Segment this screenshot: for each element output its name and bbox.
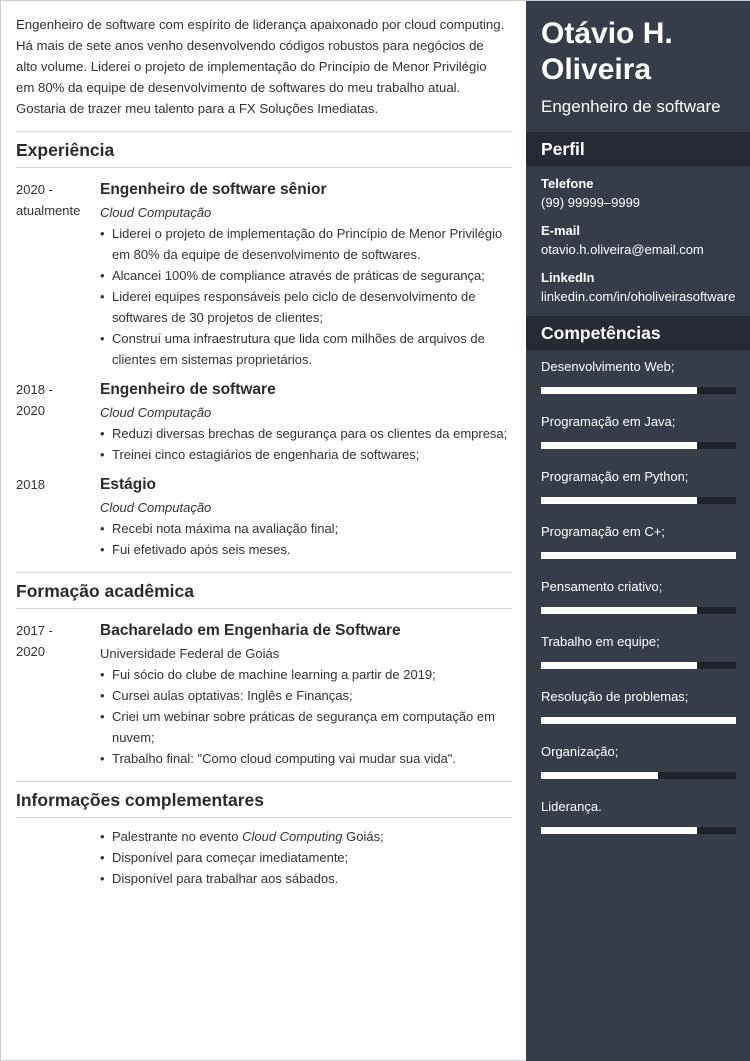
skill-item <box>541 579 736 614</box>
bullet-list <box>100 423 512 465</box>
skill-level-fill <box>541 442 697 449</box>
skill-item <box>541 524 736 559</box>
school-name: Universidade Federal de Goiás <box>100 646 280 661</box>
bullet-list <box>100 826 512 889</box>
bullet-item: • Criei um webinar sobre práticas de segurança em computação em nuvem; <box>100 706 512 748</box>
bullet-text: Goiás; <box>342 829 384 844</box>
date-end: 2020 <box>16 403 45 418</box>
skill-name: Resolução de problemas; <box>541 689 689 704</box>
experience-entry <box>16 179 512 370</box>
date-start: 2017 - <box>16 623 53 638</box>
company-name: Cloud Computação <box>100 500 212 515</box>
entry-date <box>16 474 100 560</box>
skill-level-bar <box>541 607 736 614</box>
skill-level-fill <box>541 827 697 834</box>
skill-name: Pensamento criativo; <box>541 579 663 594</box>
education-entry <box>16 620 512 769</box>
candidate-name <box>526 1 750 88</box>
candidate-role: Engenheiro de software <box>541 97 721 116</box>
skill-level-bar <box>541 717 736 724</box>
skill-level-fill <box>541 662 697 669</box>
education-title: Formação acadêmica <box>16 581 195 601</box>
experience-entry <box>16 474 512 560</box>
company-name: Cloud Computação <box>100 205 212 220</box>
skill-name: Programação em Python; <box>541 469 689 484</box>
date-end: 2020 <box>16 644 45 659</box>
skill-item <box>541 414 736 449</box>
bullet-item: • Alcancei 100% de compliance através de práticas de segurança; <box>100 265 512 286</box>
name-line: Otávio H. <box>541 17 673 50</box>
skill-level-bar <box>541 552 736 559</box>
skill-name: Organização; <box>541 744 619 759</box>
bullet-item: • Construí uma infraestrutura que lida com milhões de arquivos de clientes em sistemas proprietários. <box>100 328 512 370</box>
event-name: Cloud Computing <box>242 829 343 844</box>
skill-name: Programação em Java; <box>541 414 676 429</box>
skill-item <box>541 634 736 669</box>
entry-date <box>16 620 100 769</box>
summary-text: Engenheiro de software com espírito de liderança apaixonado por cloud computing. Há mais de sete anos venho desenvolvendo códigos robustos para negócios de alto volume. Liderei o projeto de implementação do Princípio de Menor Privilégio em 80% da equipe de desenvolvimento de softwares do meu trabalho atual. Gostaria de trazer meu talento para a FX Soluções Imediatas. <box>16 17 505 116</box>
skill-level-bar <box>541 497 736 504</box>
skill-item <box>541 744 736 779</box>
bullet-item: • Recebi nota máxima na avaliação final; <box>100 518 512 539</box>
skill-level-bar <box>541 442 736 449</box>
skill-level-fill <box>541 607 697 614</box>
email-label: E-mail <box>541 223 581 238</box>
bullet-item: • Trabalho final: "Como cloud computing vai mudar sua vida". <box>100 748 512 769</box>
bullet-item: • Fui efetivado após seis meses. <box>100 539 512 560</box>
divider <box>16 817 512 818</box>
divider <box>16 608 512 609</box>
skill-item <box>541 469 736 504</box>
date-start: 2018 <box>16 477 45 492</box>
skill-item <box>541 799 736 834</box>
name-line: Oliveira <box>541 53 652 86</box>
skill-item <box>541 689 736 724</box>
entry-date <box>16 379 100 465</box>
skill-level-fill <box>541 552 736 559</box>
bullet-list <box>100 664 512 769</box>
skill-level-bar <box>541 827 736 834</box>
bullet-text: Palestrante no evento <box>112 829 243 844</box>
skill-level-fill <box>541 387 697 394</box>
entry-date <box>16 179 100 370</box>
date-start: 2018 - <box>16 382 53 397</box>
bullet-item: • Disponível para trabalhar aos sábados. <box>100 868 512 889</box>
entry-body <box>100 474 512 560</box>
skill-level-fill <box>541 497 697 504</box>
bullet-list <box>100 223 512 370</box>
entry-body <box>100 379 512 465</box>
skill-name: Liderança. <box>541 799 602 814</box>
bullet-item: • Fui sócio do clube de machine learning a partir de 2019; <box>100 664 512 685</box>
skill-item <box>541 359 736 394</box>
bullet-item <box>100 826 512 847</box>
date-start: 2020 - <box>16 182 53 197</box>
additional-title: Informações complementares <box>16 790 265 810</box>
phone-label: Telefone <box>541 176 594 191</box>
skill-level-fill <box>541 717 736 724</box>
skill-level-fill <box>541 772 658 779</box>
degree-title: Bacharelado em Engenharia de Software <box>100 622 401 639</box>
bullet-item: • Reduzi diversas brechas de segurança para os clientes da empresa; <box>100 423 512 444</box>
phone-value: (99) 99999–9999 <box>541 195 641 210</box>
bullet-item: • Cursei aulas optativas: Inglês e Finanças; <box>100 685 512 706</box>
experience-title: Experiência <box>16 140 115 160</box>
experience-entry <box>16 379 512 465</box>
profile-header: Perfil <box>526 132 750 166</box>
bullet-item: • Liderei equipes responsáveis pelo ciclo de desenvolvimento de softwares de 30 projetos de clientes; <box>100 286 512 328</box>
divider <box>16 167 512 168</box>
main-column <box>1 1 526 1061</box>
entry-body <box>100 826 512 889</box>
email-value[interactable]: otavio.h.oliveira@email.com <box>541 242 704 257</box>
empty-date <box>16 826 100 889</box>
bullet-item: • Liderei o projeto de implementação do Princípio de Menor Privilégio em 80% da equipe de desenvolvimento de softwares. <box>100 223 512 265</box>
skill-name: Trabalho em equipe; <box>541 634 660 649</box>
job-title: Engenheiro de software sênior <box>100 181 327 198</box>
skill-name: Desenvolvimento Web; <box>541 359 675 374</box>
sidebar <box>526 1 750 1061</box>
skills-header: Competências <box>526 316 750 350</box>
job-title: Estágio <box>100 476 156 493</box>
bullet-item: • Disponível para começar imediatamente; <box>100 847 512 868</box>
skills-list <box>526 350 750 834</box>
skill-level-bar <box>541 772 736 779</box>
job-title: Engenheiro de software <box>100 381 276 398</box>
bullet-list <box>100 518 512 560</box>
contact-info <box>526 166 750 307</box>
linkedin-label: LinkedIn <box>541 270 595 285</box>
company-name: Cloud Computação <box>100 405 212 420</box>
date-end: atualmente <box>16 203 81 218</box>
bullet-item: • Treinei cinco estagiários de engenharia de softwares; <box>100 444 512 465</box>
entry-body <box>100 179 512 370</box>
entry-body <box>100 620 512 769</box>
skill-level-bar <box>541 387 736 394</box>
additional-entry <box>16 826 512 889</box>
skill-name: Programação em C+; <box>541 524 665 539</box>
linkedin-value[interactable]: linkedin.com/in/oholiveirasoftware <box>541 289 736 304</box>
skill-level-bar <box>541 662 736 669</box>
